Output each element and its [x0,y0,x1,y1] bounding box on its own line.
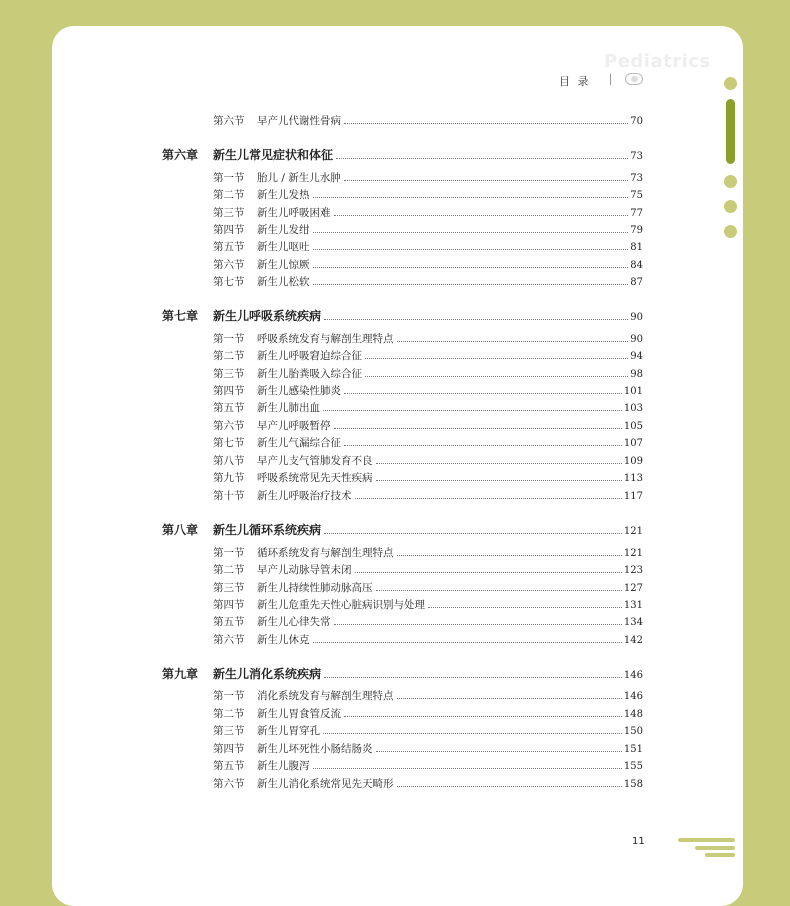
toc-entry-title: 新生儿胃食管反流 [257,708,341,720]
toc-section-row[interactable] [213,366,643,381]
toc-entry-title: 胎儿 / 新生儿水肿 [257,172,341,184]
toc-section-row[interactable] [213,205,643,220]
toc-entry-label: 第三节 [213,368,245,380]
toc-entry-label: 第九节 [213,472,245,484]
toc-entry-label: 第二节 [213,564,245,576]
toc-chapter-row[interactable] [162,665,643,682]
toc-section-row[interactable] [213,545,643,560]
toc-entry-label: 第四节 [213,743,245,755]
toc-section-row[interactable] [213,331,643,346]
toc-entry-title: 新生儿呼吸窘迫综合征 [257,350,362,362]
toc-entry-label: 第五节 [213,402,245,414]
toc-leader-dots [365,375,628,377]
toc-entry-title: 新生儿肺出血 [257,402,320,414]
toc-entry-title: 新生儿呼吸系统疾病 [213,309,322,323]
toc-entry-title: 新生儿消化系统常见先天畸形 [257,778,394,790]
toc-leader-dots [324,532,622,534]
toc-entry-label: 第六节 [213,778,245,790]
toc-section-row[interactable] [213,470,643,485]
toc-section-row[interactable] [213,239,643,254]
toc-leader-dots [344,122,628,124]
toc-entry-page: 113 [623,473,643,484]
toc-entry-label: 第六章 [162,148,199,162]
toc-entry-title: 新生儿感染性肺炎 [257,385,341,397]
toc-section-row[interactable] [213,706,643,721]
toc-section-row[interactable] [213,274,643,289]
toc-entry-label: 第七节 [213,437,245,449]
toc-leader-dots [397,785,622,787]
toc-entry-page: 134 [623,617,643,628]
toc-entry-title: 新生儿惊厥 [257,259,310,271]
toc-section-row[interactable] [213,113,643,128]
toc-leader-dots [334,623,622,625]
toc-leader-dots [324,676,622,678]
toc-leader-dots [376,479,622,481]
toc-entry-page: 148 [623,709,643,720]
toc-entry-page: 127 [623,583,643,594]
toc-entry-title: 新生儿发绀 [257,224,310,236]
toc-section-row[interactable] [213,170,643,185]
toc-entry-page: 87 [630,277,643,288]
nav-active-indicator-icon[interactable] [726,99,735,164]
toc-entry-title: 消化系统发育与解剖生理特点 [257,690,394,702]
toc-entry-page: 151 [623,744,643,755]
toc-entry-page: 77 [630,208,643,219]
toc-entry-page: 70 [630,116,643,127]
toc-entry-title: 呼吸系统发育与解剖生理特点 [257,333,394,345]
toc-entry-title: 早产儿代谢性骨病 [257,115,341,127]
toc-leader-dots [313,196,629,198]
toc-section-row[interactable] [213,187,643,202]
header-label: 目 录 [559,75,591,88]
toc-entry-title: 新生儿呕吐 [257,241,310,253]
toc-leader-dots [344,179,629,181]
toc-entry-label: 第一节 [213,172,245,184]
toc-entry-title: 新生儿坏死性小肠结肠炎 [257,743,373,755]
toc-leader-dots [313,231,629,233]
toc-entry-title: 新生儿呼吸治疗技术 [257,490,352,502]
toc-entry-label: 第二节 [213,189,245,201]
toc-section-row[interactable] [213,741,643,756]
toc-entry-title: 新生儿发热 [257,189,310,201]
toc-leader-dots [344,444,622,446]
nav-dot-icon[interactable] [724,225,737,238]
toc-entry-label: 第六节 [213,115,245,127]
toc-entry-label: 第一节 [213,690,245,702]
toc-entry-page: 109 [623,456,643,467]
toc-leader-dots [313,248,629,250]
toc-entry-title: 新生儿胃穿孔 [257,725,320,737]
nav-dot-icon[interactable] [724,200,737,213]
toc-entry-label: 第六节 [213,420,245,432]
toc-entry-page: 84 [630,260,643,271]
toc-entry-page: 75 [630,190,643,201]
toc-entry-label: 第二节 [213,708,245,720]
toc-leader-dots [324,318,628,320]
toc-section-row[interactable] [213,453,643,468]
page-number: 11 [632,836,645,847]
toc-entry-page: 117 [623,491,643,502]
toc-leader-dots [344,715,622,717]
toc-entry-page: 94 [630,351,643,362]
toc-section-row[interactable] [213,723,643,738]
toc-entry-label: 第十节 [213,490,245,502]
toc-entry-label: 第三节 [213,207,245,219]
toc-entry-title: 新生儿持续性肺动脉高压 [257,582,373,594]
toc-entry-label: 第五节 [213,616,245,628]
toc-section-row[interactable] [213,418,643,433]
toc-entry-label: 第二节 [213,350,245,362]
toc-entry-label: 第八章 [162,523,199,537]
toc-section-row[interactable] [213,632,643,647]
toc-entry-title: 早产儿呼吸暂停 [257,420,331,432]
toc-leader-dots [323,732,622,734]
toc-chapter-row[interactable] [162,146,643,163]
toc-entry-title: 新生儿呼吸困难 [257,207,331,219]
toc-entry-title: 循环系统发育与解剖生理特点 [257,547,394,559]
toc-entry-page: 101 [623,386,643,397]
toc-entry-title: 新生儿循环系统疾病 [213,523,322,537]
toc-entry-page: 73 [630,173,643,184]
toc-leader-dots [397,554,622,556]
toc-leader-dots [336,157,628,159]
toc-entry-label: 第四节 [213,224,245,236]
toc-entry-label: 第三节 [213,725,245,737]
toc-entry-label: 第三节 [213,582,245,594]
toc-leader-dots [365,357,628,359]
toc-entry-label: 第一节 [213,333,245,345]
toc-section-row[interactable] [213,562,643,577]
toc-section-row[interactable] [213,435,643,450]
toc-entry-title: 新生儿危重先天性心脏病识别与处理 [257,599,425,611]
toc-entry-page: 103 [623,403,643,414]
toc-entry-page: 98 [630,369,643,380]
toc-entry-page: 131 [623,600,643,611]
toc-entry-page: 158 [623,779,643,790]
toc-leader-dots [334,214,629,216]
toc-entry-label: 第七章 [162,309,199,323]
header-watermark: Pediatrics [604,51,711,72]
toc-entry-page: 142 [623,635,643,646]
toc-entry-title: 新生儿胎粪吸入综合征 [257,368,362,380]
toc-leader-dots [313,283,629,285]
toc-entry-label: 第六节 [213,634,245,646]
toc-section-row[interactable] [213,688,643,703]
toc-section-row[interactable] [213,257,643,272]
toc-chapter-row[interactable] [162,521,643,538]
toc-entry-title: 新生儿休克 [257,634,310,646]
toc-entry-title: 新生儿消化系统疾病 [213,667,322,681]
toc-entry-title: 新生儿气漏综合征 [257,437,341,449]
toc-entry-page: 90 [630,334,643,345]
toc-leader-dots [397,340,629,342]
toc-section-row[interactable] [213,383,643,398]
toc-section-row[interactable] [213,597,643,612]
nav-dot-icon[interactable] [724,77,737,90]
toc-leader-dots [313,266,629,268]
toc-entry-page: 107 [623,438,643,449]
toc-chapter-row[interactable] [162,307,643,324]
toc-entry-label: 第五节 [213,241,245,253]
toc-section-row[interactable] [213,222,643,237]
toc-leader-dots [344,392,622,394]
toc-leader-dots [397,697,622,699]
toc-entry-page: 90 [630,312,643,323]
nav-dot-icon[interactable] [724,175,737,188]
toc-entry-title: 新生儿心律失常 [257,616,331,628]
toc-entry-title: 早产儿动脉导管未闭 [257,564,352,576]
toc-section-row[interactable] [213,488,643,503]
header-divider [610,74,611,85]
toc-leader-dots [355,571,622,573]
toc-entry-page: 146 [623,691,643,702]
toc-entry-title: 新生儿常见症状和体征 [213,148,334,162]
toc-entry-label: 第四节 [213,599,245,611]
toc-entry-page: 73 [630,151,643,162]
toc-leader-dots [376,462,622,464]
toc-entry-page: 155 [623,761,643,772]
toc-section-row[interactable] [213,776,643,791]
toc-entry-label: 第四节 [213,385,245,397]
toc-section-row[interactable] [213,614,643,629]
toc-entry-page: 105 [623,421,643,432]
footer-stripe [695,846,735,850]
toc-entry-title: 新生儿松软 [257,276,310,288]
toc-leader-dots [428,606,622,608]
toc-leader-dots [376,750,622,752]
toc-entry-label: 第七节 [213,276,245,288]
toc-entry-label: 第六节 [213,259,245,271]
toc-entry-label: 第九章 [162,667,199,681]
book-icon [625,73,643,85]
toc-entry-page: 146 [623,670,643,681]
toc-leader-dots [323,409,622,411]
toc-leader-dots [334,427,622,429]
toc-entry-page: 79 [630,225,643,236]
footer-stripe [705,853,735,857]
toc-entry-page: 81 [630,242,643,253]
toc-section-row[interactable] [213,400,643,415]
toc-entry-page: 121 [623,548,643,559]
toc-entry-title: 早产儿支气管肺发育不良 [257,455,373,467]
toc-entry-label: 第五节 [213,760,245,772]
toc-entry-page: 150 [623,726,643,737]
toc-section-row[interactable] [213,348,643,363]
toc-leader-dots [313,767,622,769]
toc-section-row[interactable] [213,758,643,773]
toc-entry-label: 第一节 [213,547,245,559]
toc-entry-page: 121 [623,526,643,537]
toc-entry-label: 第八节 [213,455,245,467]
toc-leader-dots [376,589,622,591]
toc-entry-title: 新生儿腹泻 [257,760,310,772]
toc-leader-dots [313,641,622,643]
footer-stripe [678,838,735,842]
toc-entry-page: 123 [623,565,643,576]
toc-section-row[interactable] [213,580,643,595]
toc-entry-title: 呼吸系统常见先天性疾病 [257,472,373,484]
toc-leader-dots [355,497,622,499]
